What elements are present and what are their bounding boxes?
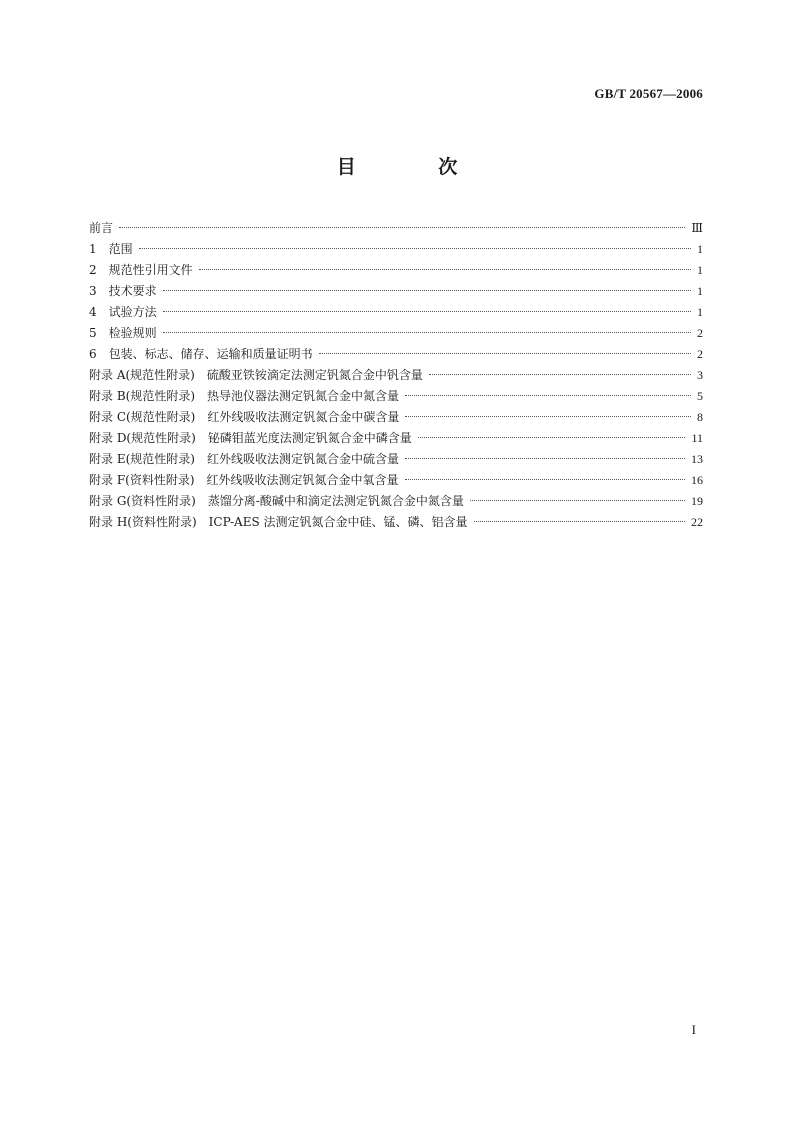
toc-entry-page: 11 xyxy=(691,431,703,445)
toc-entry-label: 1 范围 xyxy=(89,242,133,256)
toc-entry-label: 附录 B(规范性附录) 热导池仪器法测定钒氮合金中氮含量 xyxy=(89,389,399,403)
toc-entry[interactable] xyxy=(89,449,703,470)
toc-entry[interactable] xyxy=(89,365,703,386)
dot-leader xyxy=(474,521,685,522)
toc-entry-page: 5 xyxy=(697,389,703,403)
toc-entry[interactable] xyxy=(89,302,703,323)
toc-entry-page: 3 xyxy=(697,368,703,382)
toc-entry[interactable] xyxy=(89,470,703,491)
toc-entry[interactable] xyxy=(89,386,703,407)
toc-entry-label: 附录 E(规范性附录) 红外线吸收法测定钒氮合金中硫含量 xyxy=(89,452,399,466)
dot-leader xyxy=(163,311,691,312)
toc-entry-label: 3 技术要求 xyxy=(89,284,157,298)
toc-entry-label: 附录 D(规范性附录) 铋磷钼蓝光度法测定钒氮合金中磷含量 xyxy=(89,431,412,445)
toc-entry-label: 6 包装、标志、储存、运输和质量证明书 xyxy=(89,347,313,361)
toc-entry-page: 16 xyxy=(691,473,703,487)
dot-leader xyxy=(470,500,685,501)
toc-entry-label: 附录 F(资料性附录) 红外线吸收法测定钒氮合金中氧含量 xyxy=(89,473,399,487)
toc-entry[interactable] xyxy=(89,428,703,449)
toc-entry-page: 13 xyxy=(691,452,703,466)
page-number: I xyxy=(691,1022,696,1037)
dot-leader xyxy=(163,290,691,291)
toc-entry-page: 1 xyxy=(697,284,703,298)
toc-entry-page: 2 xyxy=(697,326,703,340)
dot-leader xyxy=(405,416,691,417)
dot-leader xyxy=(319,353,691,354)
toc-entry[interactable] xyxy=(89,260,703,281)
toc-entry-page: 22 xyxy=(691,515,703,529)
toc-entry[interactable] xyxy=(89,491,703,512)
toc-entry[interactable] xyxy=(89,281,703,302)
toc-entry[interactable] xyxy=(89,512,703,533)
toc-entry-label: 4 试验方法 xyxy=(89,305,157,319)
dot-leader xyxy=(139,248,691,249)
dot-leader xyxy=(418,437,686,438)
toc-entry-label: 附录 H(资料性附录) ICP-AES 法测定钒氮合金中硅、锰、磷、铝含量 xyxy=(89,515,468,529)
dot-leader xyxy=(405,479,685,480)
toc-entry-label: 5 检验规则 xyxy=(89,326,157,340)
toc-entry-label: 附录 G(资料性附录) 蒸馏分离-酸碱中和滴定法测定钒氮合金中氮含量 xyxy=(89,494,464,508)
dot-leader xyxy=(163,332,691,333)
page-title: 目 次 xyxy=(336,156,496,178)
dot-leader xyxy=(199,269,691,270)
standard-number: GB/T 20567—2006 xyxy=(594,86,703,101)
toc-entry-page: 1 xyxy=(697,242,703,256)
toc-entry-label: 附录 A(规范性附录) 硫酸亚铁铵滴定法测定钒氮合金中钒含量 xyxy=(89,368,423,382)
toc-entry-page: 1 xyxy=(697,263,703,277)
toc-entry[interactable] xyxy=(89,344,703,365)
table-of-contents xyxy=(89,218,703,533)
toc-entry[interactable] xyxy=(89,407,703,428)
toc-entry[interactable] xyxy=(89,218,703,239)
toc-entry-page: 19 xyxy=(691,494,703,508)
dot-leader xyxy=(429,374,691,375)
toc-entry-label: 2 规范性引用文件 xyxy=(89,263,193,277)
toc-entry-page: 8 xyxy=(697,410,703,424)
toc-entry-page: 1 xyxy=(697,305,703,319)
toc-entry[interactable] xyxy=(89,239,703,260)
toc-entry-label: 附录 C(规范性附录) 红外线吸收法测定钒氮合金中碳含量 xyxy=(89,410,400,424)
toc-entry-page: Ⅲ xyxy=(691,221,703,235)
toc-entry-page: 2 xyxy=(697,347,703,361)
toc-entry[interactable] xyxy=(89,323,703,344)
dot-leader xyxy=(405,395,691,396)
toc-entry-label: 前言 xyxy=(89,221,114,235)
dot-leader xyxy=(119,227,685,228)
dot-leader xyxy=(405,458,685,459)
